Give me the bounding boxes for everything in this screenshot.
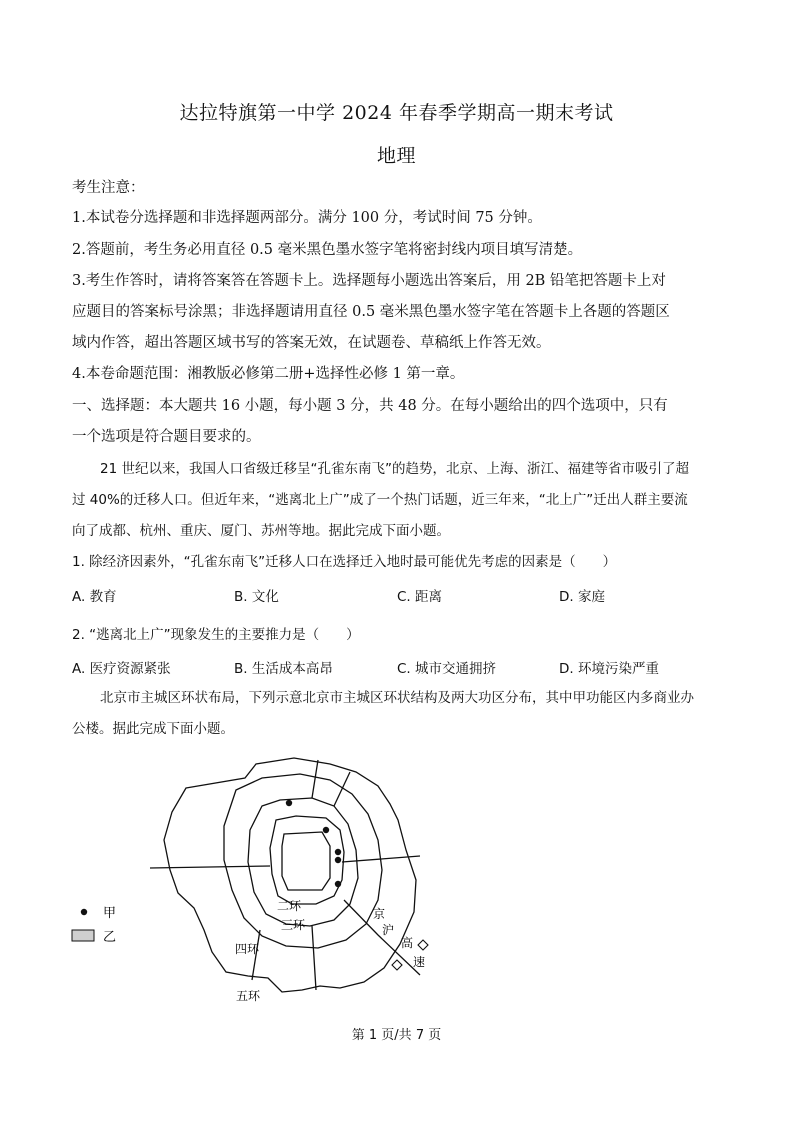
question-2-stem: 2. “逃离北上广”现象发生的主要推力是（ ） — [72, 627, 360, 643]
zone-jia-point — [286, 800, 292, 806]
passage-2-line-2: 公楼。据此完成下面小题。 — [72, 721, 234, 737]
label-expressway-gao: 高 — [401, 936, 414, 950]
question-1-option-a: A. 教育 — [72, 589, 117, 605]
third-ring-road — [248, 798, 358, 926]
exam-subject: 地理 — [376, 145, 416, 167]
note-3-line-1: 3.考生作答时，请将答案答在答题卡上。选择题每小题选出答案后，用 2B 铅笔把答题卡上对 — [72, 273, 666, 289]
label-fifth-ring: 五环 — [236, 989, 261, 1003]
section-1-instructions: 一、选择题：本大题共 16 小题，每小题 3 分，共 48 分。在每小题给出的四个选项中，只有 — [72, 398, 668, 414]
note-4: 4.本卷命题范围：湘教版必修第二册+选择性必修 1 第一章。 — [72, 366, 465, 382]
question-1-option-c: C. 距离 — [397, 589, 443, 605]
question-1-option-b: B. 文化 — [234, 589, 279, 605]
note-2: 2.答题前，考生务必用直径 0.5 毫米黑色墨水签字笔将密封线内项目填写清楚。 — [72, 242, 583, 258]
note-3-line-2: 应题目的答案标号涂黑；非选择题请用直径 0.5 毫米黑色墨水签字笔在答题卡上各题的答题区 — [72, 304, 670, 320]
label-expressway-jing: 京 — [373, 907, 386, 921]
zone-yi-marker — [392, 960, 402, 970]
question-2-option-a: A. 医疗资源紧张 — [72, 661, 171, 677]
radial-road-north — [312, 760, 318, 798]
exam-title: 达拉特旗第一中学 2024 年春季学期高一期末考试 — [179, 102, 614, 124]
legend-jia-dot — [81, 909, 87, 915]
radial-road-south — [312, 926, 316, 990]
east-west-axis — [150, 856, 420, 868]
zone-yi-marker — [418, 940, 428, 950]
section-1-instructions-cont: 一个选项是符合题目要求的。 — [72, 429, 261, 445]
passage-1-line-3: 向了成都、杭州、重庆、厦门、苏州等地。据此完成下面小题。 — [72, 523, 450, 539]
question-2-option-c: C. 城市交通拥挤 — [397, 661, 497, 677]
question-1-option-d: D. 家庭 — [559, 589, 605, 605]
legend-yi-swatch — [72, 930, 94, 941]
question-2-option-b: B. 生活成本高昂 — [234, 661, 333, 677]
zone-jia-point — [335, 849, 341, 855]
radial-road-northeast — [334, 772, 350, 806]
zone-jia-point — [335, 881, 341, 887]
label-second-ring: 二环 — [277, 899, 302, 913]
zone-jia-point — [323, 827, 329, 833]
label-expressway-hu: 沪 — [382, 923, 395, 937]
label-fourth-ring: 四环 — [235, 942, 260, 956]
note-1: 1.本试卷分选择题和非选择题两部分。满分 100 分，考试时间 75 分钟。 — [72, 210, 542, 226]
question-1-stem: 1. 除经济因素外，“孔雀东南飞”迁移人口在选择迁入地时最可能优先考虑的因素是（ ） — [72, 554, 617, 570]
label-third-ring: 三环 — [281, 918, 306, 932]
inner-core — [282, 832, 330, 890]
question-2-option-d: D. 环境污染严重 — [559, 661, 659, 677]
zone-jia-point — [335, 857, 341, 863]
passage-1-line-1: 21 世纪以来，我国人口省级迁移呈“孔雀东南飞”的趋势，北京、上海、浙江、福建等省市吸引了超 — [100, 461, 689, 477]
label-expressway-su: 速 — [413, 955, 426, 969]
passage-2-line-1: 北京市主城区环状布局，下列示意北京市主城区环状结构及两大功区分布，其中甲功能区内多商业办 — [100, 690, 694, 706]
note-3-line-3: 域内作答，超出答题区域书写的答案无效，在试题卷、草稿纸上作答无效。 — [72, 335, 551, 351]
beijing-ring-map — [60, 750, 460, 1020]
passage-1-line-2: 过 40%的迁移人口。但近年来，“逃离北上广”成了一个热门话题，近三年来，“北上广”迁出人群主要流 — [72, 492, 688, 508]
legend-jia-label: 甲 — [103, 906, 117, 921]
page-footer: 第 1 页/共 7 页 — [351, 1028, 442, 1043]
legend-yi-label: 乙 — [103, 930, 117, 945]
fifth-ring-road — [164, 758, 416, 992]
second-ring-road — [270, 816, 344, 904]
notes-heading: 考生注意： — [72, 180, 145, 196]
